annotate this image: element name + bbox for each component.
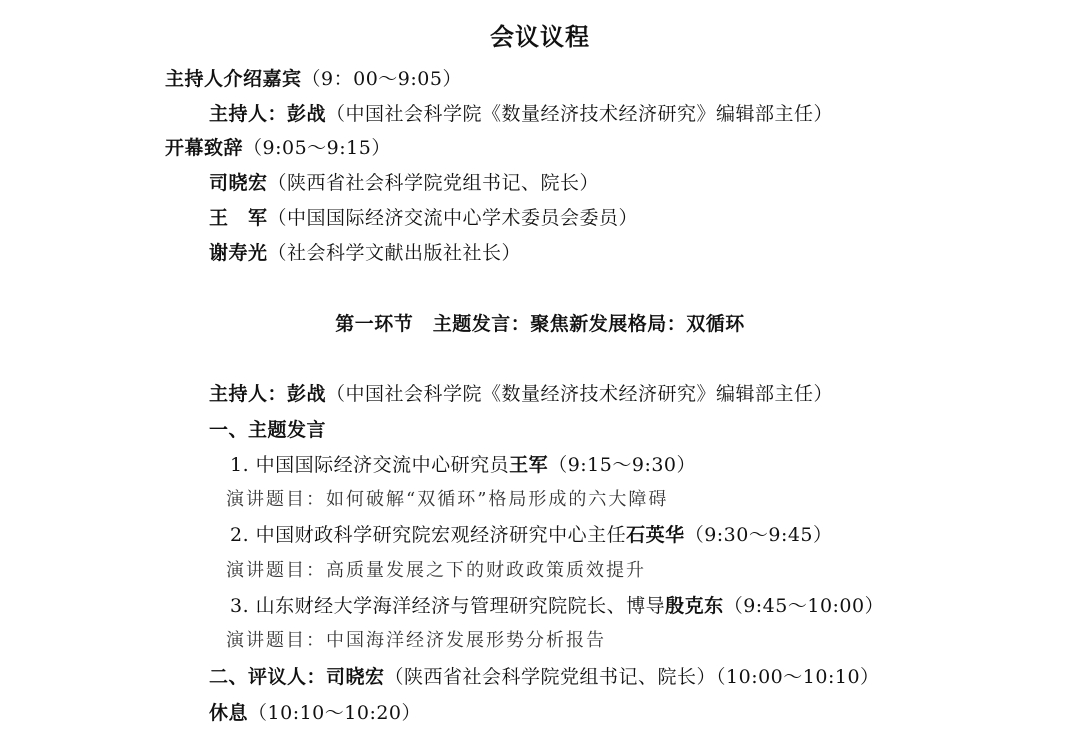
talk-speaker: 王军 xyxy=(509,454,549,476)
intro-label: 主持人介绍嘉宾 xyxy=(165,68,302,90)
section-heading: 第一环节 主题发言：聚焦新发展格局：双循环 xyxy=(335,313,745,335)
opening-speech-line xyxy=(165,136,391,160)
talk-speaker: 石英华 xyxy=(626,524,685,546)
opening-host-label: 主持人：彭战 xyxy=(209,103,327,125)
talk-line xyxy=(230,594,884,618)
opening-speech-label: 开幕致辞 xyxy=(165,137,244,159)
section-host-line xyxy=(209,382,833,406)
intro-line xyxy=(165,67,462,91)
opening-speaker-name: 司晓宏 xyxy=(209,172,268,194)
section-host-label: 主持人：彭战 xyxy=(209,383,327,405)
talk-time: （9:15～9:30） xyxy=(548,454,697,476)
break-time: （10:10～10:20） xyxy=(248,702,422,724)
keynote-heading: 一、主题发言 xyxy=(209,419,327,441)
talk-time: （9:30～9:45） xyxy=(684,524,833,546)
reviewer-desc: （陕西省社会科学院党组书记、院长）（10:00～10:10） xyxy=(384,666,880,688)
page-title: 会议议程 xyxy=(490,22,590,51)
opening-host-line xyxy=(209,102,833,126)
section-host-desc: （中国社会科学院《数量经济技术经济研究》编辑部主任） xyxy=(326,383,834,405)
talk-time: （9:45～10:00） xyxy=(723,595,885,617)
opening-host-desc: （中国社会科学院《数量经济技术经济研究》编辑部主任） xyxy=(326,103,834,125)
opening-speech-time: （9:05～9:15） xyxy=(243,137,391,159)
opening-speaker-desc: （中国国际经济交流中心学术委员会委员） xyxy=(267,207,639,229)
talk-prefix: 2. 中国财政科学研究院宏观经济研究中心主任 xyxy=(230,524,627,546)
talk-topic: 演讲题目：中国海洋经济发展形势分析报告 xyxy=(226,630,606,651)
intro-time: （9：00～9:05） xyxy=(301,68,462,90)
talk-prefix: 1. 中国国际经济交流中心研究员 xyxy=(230,454,510,476)
talk-line xyxy=(230,453,696,477)
reviewer-label: 二、评议人：司晓宏 xyxy=(209,666,385,688)
talk-prefix: 3. 山东财经大学海洋经济与管理研究院院长、博导 xyxy=(230,595,666,617)
talk-topic: 演讲题目：高质量发展之下的财政政策质效提升 xyxy=(226,560,646,581)
opening-speaker-name: 谢寿光 xyxy=(209,242,268,264)
break-label: 休息 xyxy=(209,702,249,724)
talk-topic: 演讲题目：如何破解“双循环”格局形成的六大障碍 xyxy=(226,489,669,510)
opening-speaker-name: 王 军 xyxy=(209,207,268,229)
opening-speaker-desc: （社会科学文献出版社社长） xyxy=(267,242,522,264)
opening-speaker xyxy=(209,206,638,230)
reviewer-line xyxy=(209,665,880,689)
break-line xyxy=(209,701,421,725)
opening-speaker xyxy=(209,241,521,265)
talk-speaker: 殷克东 xyxy=(665,595,724,617)
talk-line xyxy=(230,523,833,547)
opening-speaker xyxy=(209,171,599,195)
opening-speaker-desc: （陕西省社会科学院党组书记、院长） xyxy=(267,172,600,194)
